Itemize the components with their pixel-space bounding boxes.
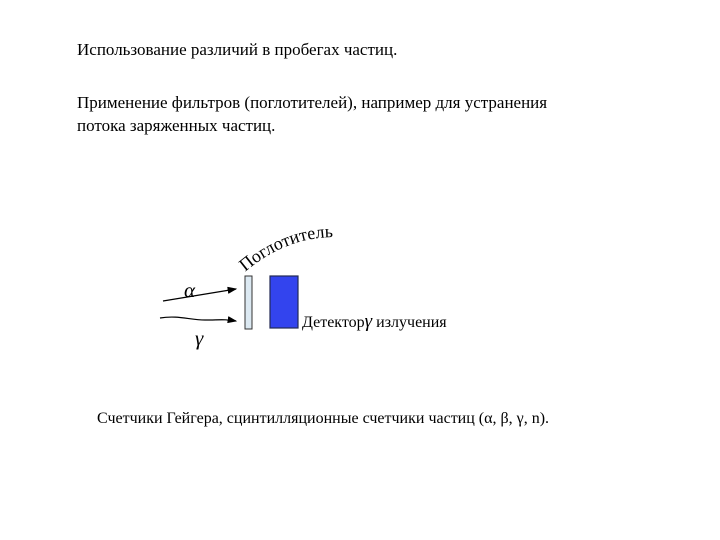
detector-gamma-symbol: γ <box>364 311 373 332</box>
intro-line-2: потока заряженных частиц. <box>77 116 276 135</box>
absorber-label-path: Поглотитель <box>235 221 334 275</box>
alpha-symbol: α <box>184 278 196 302</box>
detector-label-prefix: Детектор <box>302 314 365 331</box>
intro-line-1: Применение фильтров (поглотителей), например для устранения <box>77 93 548 112</box>
absorber-plate <box>245 276 252 329</box>
counters-text: Счетчики Гейгера, сцинтилляционные счетчики частиц (α, β, γ, n). <box>97 410 550 427</box>
detector-box <box>270 276 298 328</box>
detector-label <box>302 311 447 333</box>
gamma-symbol: γ <box>195 326 204 350</box>
alpha-arrow <box>163 289 236 301</box>
slide-title: Использование различий в пробегах частиц. <box>77 40 398 59</box>
absorber-label <box>235 221 333 275</box>
detector-label-suffix: излучения <box>376 314 447 331</box>
gamma-arrow <box>160 317 236 321</box>
